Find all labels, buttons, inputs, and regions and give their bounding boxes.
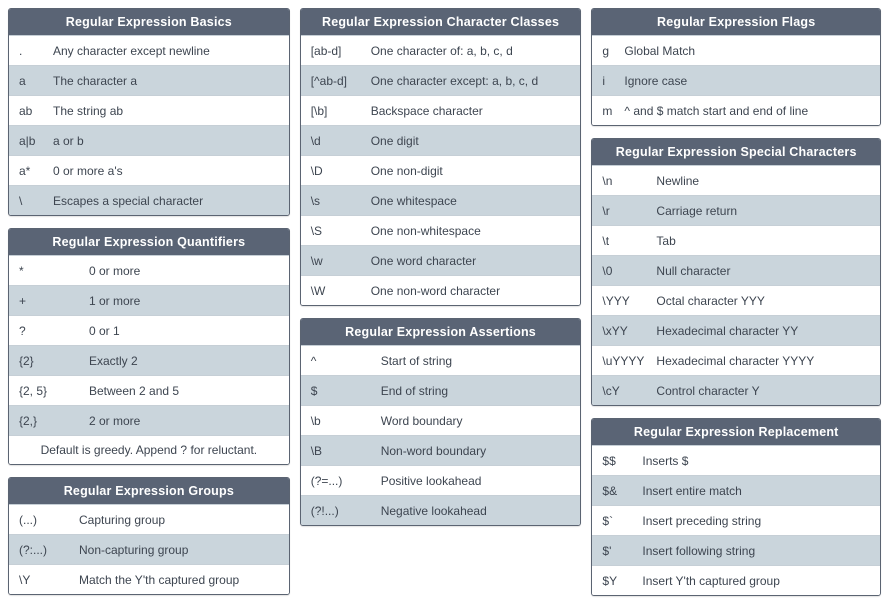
card-title-quantifiers: Regular Expression Quantifiers bbox=[9, 229, 289, 255]
row-key: \Y bbox=[19, 572, 31, 587]
quantifiers-note: Default is greedy. Append ? for reluctant. bbox=[9, 435, 289, 464]
column-middle bbox=[300, 8, 582, 526]
table-row bbox=[592, 225, 880, 255]
row-value: Capturing group bbox=[79, 512, 166, 527]
row-value: One character of: a, b, c, d bbox=[370, 43, 513, 58]
table-row bbox=[9, 125, 289, 155]
table-row bbox=[301, 495, 581, 525]
row-key: \D bbox=[310, 163, 323, 178]
row-value: Insert Y'th captured group bbox=[642, 573, 780, 588]
row-key: a* bbox=[19, 163, 31, 178]
row-key: (...) bbox=[19, 512, 37, 527]
row-value: a or b bbox=[53, 133, 84, 148]
table-row bbox=[9, 255, 289, 285]
table-row bbox=[592, 475, 880, 505]
row-key: \w bbox=[310, 253, 323, 268]
row-key: [ab-d] bbox=[310, 43, 342, 58]
row-value: 0 or more bbox=[89, 263, 141, 278]
row-key: \S bbox=[310, 223, 323, 238]
card-regex-special-characters bbox=[591, 138, 881, 406]
row-key: \b bbox=[310, 413, 321, 428]
row-value: Non-capturing group bbox=[79, 542, 189, 557]
row-value: One word character bbox=[370, 253, 477, 268]
row-key: {2,} bbox=[19, 413, 38, 428]
table-row bbox=[9, 405, 289, 435]
row-key: $` bbox=[602, 513, 614, 528]
card-title-basics: Regular Expression Basics bbox=[9, 9, 289, 35]
table-row bbox=[9, 504, 289, 534]
row-key: i bbox=[602, 73, 606, 88]
row-key: m bbox=[602, 103, 613, 118]
row-value: Octal character YYY bbox=[656, 293, 765, 308]
row-value: Hexadecimal character YYYY bbox=[656, 353, 815, 368]
row-value: One non-digit bbox=[370, 163, 443, 178]
table-row bbox=[9, 375, 289, 405]
table-row bbox=[592, 165, 880, 195]
row-key: a bbox=[19, 73, 26, 88]
card-regex-basics bbox=[8, 8, 290, 216]
row-value: One non-whitespace bbox=[370, 223, 481, 238]
table-row bbox=[9, 315, 289, 345]
row-value: Insert following string bbox=[642, 543, 756, 558]
table-row bbox=[301, 215, 581, 245]
row-key: ? bbox=[19, 323, 26, 338]
table-row bbox=[592, 195, 880, 225]
row-value: Between 2 and 5 bbox=[89, 383, 180, 398]
table-row bbox=[9, 35, 289, 65]
column-left bbox=[8, 8, 290, 595]
card-title-flags: Regular Expression Flags bbox=[592, 9, 880, 35]
table-row bbox=[592, 345, 880, 375]
row-key: \uYYYY bbox=[602, 353, 645, 368]
table-row bbox=[592, 255, 880, 285]
row-value: Insert entire match bbox=[642, 483, 742, 498]
row-key: \0 bbox=[602, 263, 613, 278]
row-key: \B bbox=[310, 443, 323, 458]
row-value: Carriage return bbox=[656, 203, 738, 218]
table-row bbox=[301, 125, 581, 155]
table-row bbox=[301, 155, 581, 185]
table-row bbox=[9, 345, 289, 375]
table-row bbox=[9, 65, 289, 95]
row-value: Global Match bbox=[624, 43, 696, 58]
row-key: $& bbox=[602, 483, 618, 498]
row-value: The string ab bbox=[53, 103, 124, 118]
row-key: \t bbox=[602, 233, 610, 248]
row-value: One non-word character bbox=[370, 283, 501, 298]
row-value: Any character except newline bbox=[53, 43, 210, 58]
row-value: 2 or more bbox=[89, 413, 141, 428]
row-value: 0 or 1 bbox=[89, 323, 120, 338]
row-value: Word boundary bbox=[380, 413, 463, 428]
card-regex-assertions bbox=[300, 318, 582, 526]
row-value: Tab bbox=[656, 233, 676, 248]
row-key: g bbox=[602, 43, 610, 58]
card-regex-character-classes bbox=[300, 8, 582, 306]
table-row bbox=[301, 465, 581, 495]
row-key: \cY bbox=[602, 383, 620, 398]
row-key: \YYY bbox=[602, 293, 630, 308]
row-value: Insert preceding string bbox=[642, 513, 762, 528]
row-key: [^ab-d] bbox=[310, 73, 348, 88]
row-value: 0 or more a's bbox=[53, 163, 123, 178]
table-row bbox=[9, 285, 289, 315]
row-key: \W bbox=[310, 283, 326, 298]
table-row bbox=[592, 565, 880, 595]
row-key: {2, 5} bbox=[19, 383, 48, 398]
row-key: [\b] bbox=[310, 103, 328, 118]
row-value: Match the Y'th captured group bbox=[79, 572, 240, 587]
row-key: + bbox=[19, 293, 27, 308]
row-key: a|b bbox=[19, 133, 36, 148]
table-row bbox=[301, 95, 581, 125]
card-title-groups: Regular Expression Groups bbox=[9, 478, 289, 504]
card-regex-flags bbox=[591, 8, 881, 126]
row-key: $ bbox=[310, 383, 318, 398]
table-row bbox=[592, 375, 880, 405]
cheatsheet-columns bbox=[8, 8, 881, 596]
row-value: The character a bbox=[53, 73, 138, 88]
column-right bbox=[591, 8, 881, 596]
row-value: One character except: a, b, c, d bbox=[370, 73, 539, 88]
row-value: Backspace character bbox=[370, 103, 483, 118]
table-row bbox=[9, 185, 289, 215]
row-key: \n bbox=[602, 173, 613, 188]
table-row bbox=[592, 445, 880, 475]
row-key: {2} bbox=[19, 353, 34, 368]
row-value: 1 or more bbox=[89, 293, 141, 308]
table-row bbox=[592, 285, 880, 315]
row-key: * bbox=[19, 263, 24, 278]
row-key: $$ bbox=[602, 453, 616, 468]
row-value: Newline bbox=[656, 173, 700, 188]
table-row bbox=[9, 564, 289, 594]
row-key: (?:...) bbox=[19, 542, 48, 557]
row-key: ^ bbox=[310, 353, 317, 368]
table-row bbox=[9, 95, 289, 125]
table-row bbox=[592, 505, 880, 535]
row-key: ab bbox=[19, 103, 33, 118]
table-row bbox=[301, 245, 581, 275]
table-row bbox=[9, 155, 289, 185]
card-regex-replacement bbox=[591, 418, 881, 596]
row-value: End of string bbox=[380, 383, 449, 398]
table-row bbox=[592, 65, 880, 95]
table-row bbox=[301, 435, 581, 465]
table-row bbox=[301, 65, 581, 95]
table-row bbox=[592, 35, 880, 65]
row-key: \s bbox=[310, 193, 321, 208]
card-title-replacement: Regular Expression Replacement bbox=[592, 419, 880, 445]
row-value: Null character bbox=[656, 263, 731, 278]
table-row bbox=[301, 35, 581, 65]
row-value: Exactly 2 bbox=[89, 353, 138, 368]
row-value: ^ and $ match start and end of line bbox=[624, 103, 809, 118]
row-value: One digit bbox=[370, 133, 419, 148]
card-title-special-characters: Regular Expression Special Characters bbox=[592, 139, 880, 165]
table-row bbox=[301, 185, 581, 215]
row-value: Non-word boundary bbox=[380, 443, 487, 458]
row-key: (?!...) bbox=[310, 503, 339, 518]
row-value: Ignore case bbox=[624, 73, 688, 88]
row-key: \xYY bbox=[602, 323, 628, 338]
table-row bbox=[592, 315, 880, 345]
card-title-assertions: Regular Expression Assertions bbox=[301, 319, 581, 345]
row-value: Negative lookahead bbox=[380, 503, 487, 518]
table-row bbox=[301, 345, 581, 375]
row-key: $' bbox=[602, 543, 612, 558]
card-regex-quantifiers bbox=[8, 228, 290, 465]
row-value: Hexadecimal character YY bbox=[656, 323, 799, 338]
row-key: . bbox=[19, 43, 23, 58]
row-key: \r bbox=[602, 203, 610, 218]
card-regex-groups bbox=[8, 477, 290, 595]
row-value: Control character Y bbox=[656, 383, 760, 398]
table-row bbox=[301, 405, 581, 435]
table-row bbox=[301, 275, 581, 305]
row-key: \d bbox=[310, 133, 321, 148]
row-value: Positive lookahead bbox=[380, 473, 482, 488]
row-value: Escapes a special character bbox=[53, 193, 204, 208]
row-key: (?=...) bbox=[310, 473, 343, 488]
row-value: One whitespace bbox=[370, 193, 457, 208]
table-row bbox=[9, 534, 289, 564]
table-row bbox=[592, 95, 880, 125]
card-title-character-classes: Regular Expression Character Classes bbox=[301, 9, 581, 35]
table-row bbox=[592, 535, 880, 565]
row-value: Start of string bbox=[380, 353, 453, 368]
row-key: $Y bbox=[602, 573, 618, 588]
row-value: Inserts $ bbox=[642, 453, 689, 468]
row-key: \ bbox=[19, 193, 23, 208]
table-row bbox=[301, 375, 581, 405]
